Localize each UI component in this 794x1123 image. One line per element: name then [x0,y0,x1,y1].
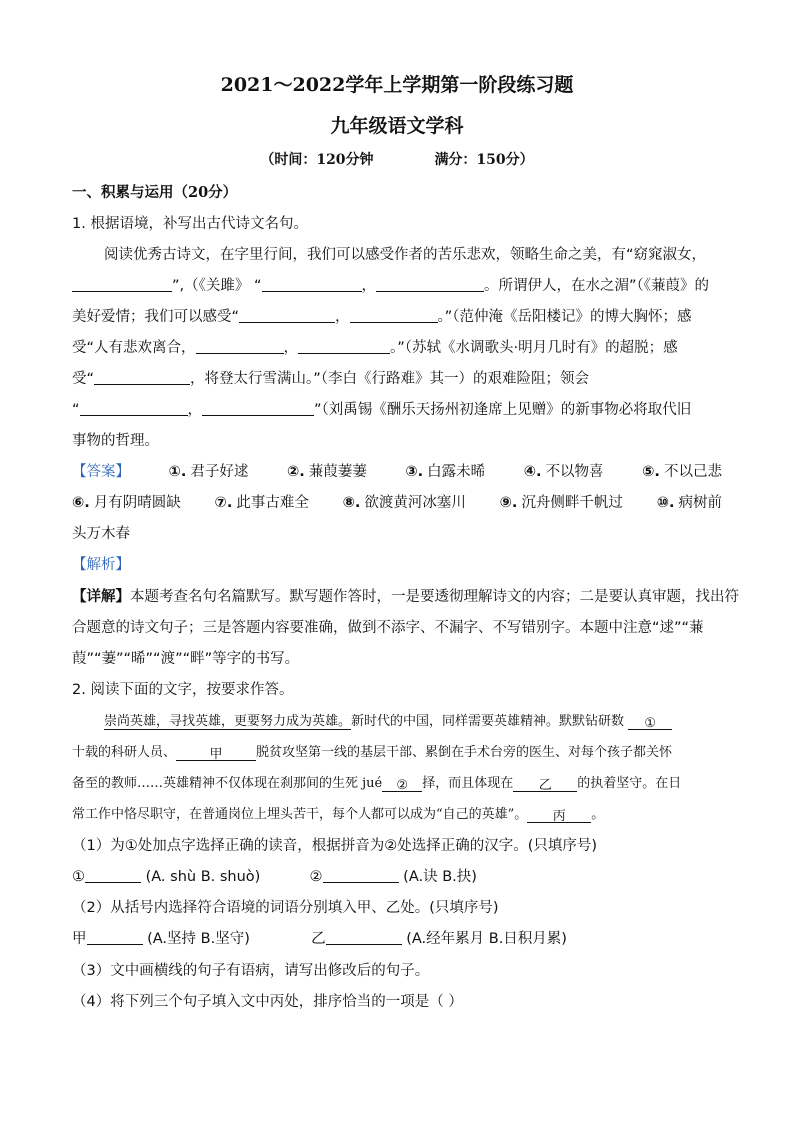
q1-text: “ [253,278,262,294]
passage-text: 备至的教师……英雄精神不仅体现在刹那间的生死 jué [72,776,383,791]
fill-blank: 丙 [527,807,591,823]
fill-blank [80,400,188,416]
answer-tag: 【答案】 [72,464,130,480]
passage-text: 择，而且体现在 [422,776,514,791]
fill-blank [323,867,399,883]
q1-para-line [72,400,722,420]
answer-item: ⑦. 此事古难全 [214,495,309,511]
fill-blank [326,929,402,945]
passage-line [72,805,722,825]
answer-item: ③. 白露未晞 [405,464,486,480]
options-text: (A. shù B. shuò) [145,869,261,885]
fill-blank [376,276,484,292]
passage-line [72,774,722,794]
answer-item: ⑩. 病树前 [656,495,722,511]
q1-para-line: 阅读优秀古诗文，在字里行间，我们可以感受作者的苦乐悲欢，领略生命之美，有“窈窕淑女， [104,247,707,263]
answer-row [72,462,722,482]
q1-text: ”,（《关雎》 [172,278,250,294]
q1-text: ”（刘禹锡《酬乐天扬州初逢席上见赠》的新事物必将取代旧 [314,402,692,418]
analysis-line [72,587,739,607]
fill-blank [87,929,143,945]
q2-stem: 2. 阅读下面的文字，按要求作答。 [72,682,294,698]
fill-blank: ① [628,714,672,730]
answer-tail: 头万木春 [72,526,130,542]
q1-para-line [72,369,722,389]
answer-item: ⑤. 不以己悲 [642,464,722,480]
answer-item: ②. 蒹葭萋萋 [286,464,367,480]
options-text: (A.诀 B.抉) [403,869,477,885]
q2-sub2: （2）从括号内选择符合语境的词语分别填入甲、乙处。(只填序号) [72,900,499,916]
exam-score: 满分：150分） [434,152,534,168]
passage-text: 新时代的中国，同样需要英雄精神。默默钻研数 [351,714,625,729]
analysis-text: 本题考查名句名篇默写。默写题作答时，一是要透彻理解诗文的内容；二是要认真审题，找出符 [130,589,739,605]
passage-line [104,712,722,732]
q1-para-line [72,276,722,296]
answer-item: ⑧. 欲渡黄河冰塞川 [342,495,466,511]
fill-blank [262,276,362,292]
fill-blank: 甲 [176,745,256,761]
passage-text: 。 [591,807,605,822]
fill-blank [298,338,390,354]
fill-blank: 乙 [513,776,577,792]
fill-blank [196,338,284,354]
q1-text: 。”（苏轼《水调歌头·明月几时有》的超脱；感 [390,340,678,356]
q2-sub1: （1）为①处加点字选择正确的读音，根据拼音为②处选择正确的汉字。(只填序号) [72,838,598,854]
q1-text: 受“人有悲欢离合， [72,340,196,356]
fill-blank: ② [382,776,422,792]
q1-text: 。”（范仲淹《岳阳楼记》的博大胸怀；感 [437,309,692,325]
answer-item: ⑨. 沉舟侧畔千帆过 [499,495,623,511]
answer-item: ⑥. 月有阴晴圆缺 [72,495,181,511]
exam-title: 2021～2022学年上学期第一阶段练习题 [220,74,574,96]
fill-blank [239,307,335,323]
options-text: (A.坚持 B.坚守) [147,931,250,947]
exam-time: （时间：120分钟 [260,152,374,168]
exam-subtitle: 九年级语文学科 [330,115,464,137]
fill-blank [94,369,190,385]
answer-item: ①. 君子好逑 [168,464,249,480]
underlined-sentence: 崇尚英雄，寻找英雄，更要努力成为英雄。 [104,714,352,729]
answer-item: ④. 不以物喜 [523,464,604,480]
q2-sub1-options: ① (A. shù B. shuò) ② (A.诀 B.抉) [72,869,477,885]
q2-sub3: （3）文中画横线的句子有语病，请写出修改后的句子。 [72,963,430,979]
analysis-line: 合题意的诗文句子；三是答题内容要准确，做到不添字、不漏字、不写错别字。本题中注意“逑”“蒹 [72,620,704,636]
q1-text: ， [187,402,203,418]
q1-text: ， [283,340,299,356]
passage-text: 脱贫攻坚第一线的基层干部、累倒在手术台旁的医生、对每个孩子都关怀 [256,745,673,760]
q1-para-line [72,338,722,358]
fill-blank [85,867,141,883]
passage-text: 常工作中恪尽职守，在普通岗位上埋头苦干，每个人都可以成为“自己的英雄”。 [72,807,528,822]
q1-text: 美好爱情；我们可以感受“ [72,309,240,325]
q1-text: ，将登太行雪满山。”（李白《行路难》其一）的艰难险阻；领会 [190,371,590,387]
fill-blank [72,276,172,292]
q2-sub4: （4）将下列三个句子填入文中丙处，排序恰当的一项是（ ） [72,994,463,1010]
fill-blank [350,307,438,323]
analysis-line: 葭”“萋”“晞”“渡”“畔”等字的书写。 [72,651,300,667]
passage-line [72,743,722,763]
analysis-tag: 【解析】 [72,557,130,573]
fill-blank [202,400,314,416]
q1-stem: 1. 根据语境，补写出古代诗文名句。 [72,216,308,232]
q1-text: 受“ [72,371,95,387]
q2-sub2-options: 甲 (A.坚持 B.坚守) 乙 (A.经年累月 B.日积月累) [72,931,567,947]
q1-text: ， [335,309,350,325]
options-text: (A.经年累月 B.日积月累) [406,931,567,947]
detail-tag: 【详解】 [72,589,130,605]
exam-meta [0,150,794,170]
q1-para-line [72,307,722,327]
section-heading: 一、积累与运用（20分） [72,184,238,201]
answer-row [72,493,722,513]
passage-text: 的执着坚守。在日 [577,776,682,791]
passage-text: 十载的科研人员、 [72,745,177,760]
q1-para-line: 事物的哲理。 [72,433,159,449]
q1-text: 。所谓伊人，在水之湄”（《蒹葭》的 [484,278,710,294]
q1-text: “ [72,402,80,418]
q1-text: ， [361,278,376,294]
